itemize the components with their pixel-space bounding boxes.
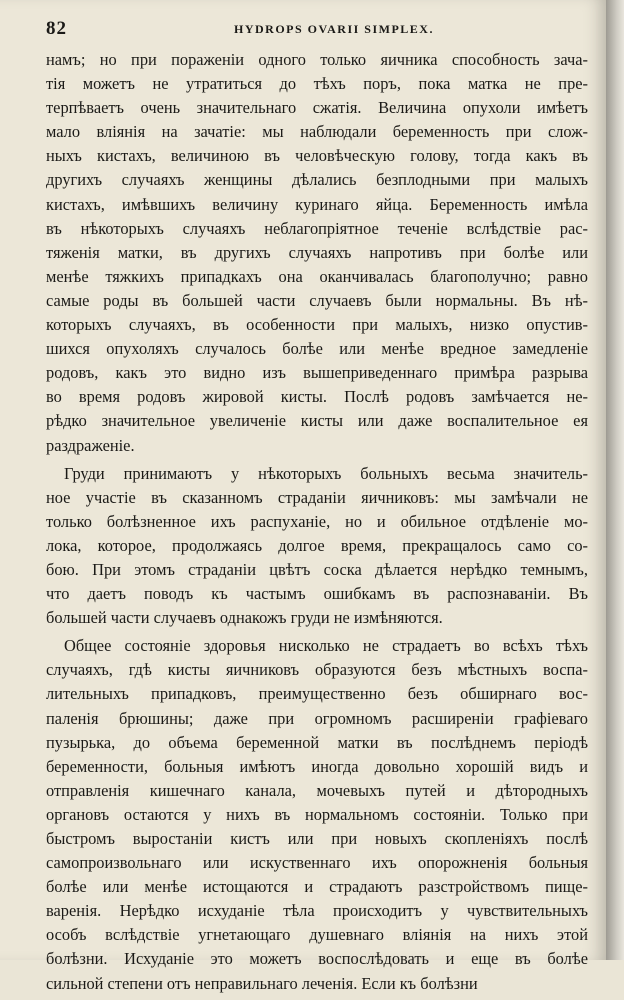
text-line: терпѣваетъ очень значительнаго сжатія. Величина опухоли имѣетъ	[46, 98, 588, 118]
text-line: бою. При этомъ страданіи цвѣтъ соска дѣлается нерѣдко темнымъ,	[46, 559, 588, 579]
paragraph	[46, 634, 588, 995]
page-number: 82	[46, 18, 67, 39]
text-line: менѣе тяжкихъ припадкахъ она оканчивалась благополучно; равно	[46, 266, 588, 286]
paragraph	[46, 48, 588, 458]
text-line: Общее состояніе здоровья нисколько не страдаетъ во всѣхъ тѣхъ	[64, 636, 588, 656]
text-line: во время родовъ жировой кисты. Послѣ родовъ замѣчается не-	[46, 387, 588, 407]
text-line: родовъ, какъ это видно изъ вышеприведеннаго примѣра разрыва	[46, 363, 588, 383]
running-title: HYDROPS OVARII SIMPLEX.	[234, 22, 434, 36]
text-line: кистахъ, имѣвшихъ величину куринаго яйца. Беременность имѣла	[46, 194, 588, 214]
text-line: Груди принимаютъ у нѣкоторыхъ больныхъ весьма значитель-	[64, 463, 588, 483]
text-line: случаяхъ, гдѣ кисты яичниковъ образуются безъ мѣстныхъ воспа-	[46, 660, 588, 680]
text-line: быстромъ выростаніи кистъ или при новыхъ скопленіяхъ послѣ	[46, 829, 588, 848]
text-line: намъ; но при пораженіи одного только яичника способность зача-	[46, 50, 588, 69]
text-line: болѣзни. Исхуданіе это можетъ воспослѣдовать и еще въ болѣе	[46, 949, 588, 969]
text-line: паленія брюшины; даже при огромномъ расширеніи графіеваго	[46, 708, 588, 728]
text-line: пузырька, до объема беременной матки въ послѣднемъ періодѣ	[46, 732, 588, 752]
text-line: особъ вслѣдствіе угнетающаго душевнаго вліянія на нихъ этой	[46, 925, 588, 945]
text-line: отправленія кишечнаго канала, мочевыхъ путей и дѣтородныхъ	[46, 780, 588, 800]
text-line: которыхъ случаяхъ, въ особенности при малыхъ, низко опустив-	[46, 315, 588, 335]
text-line: самопроизвольнаго или искуственнаго ихъ опорожненія больныя	[46, 853, 588, 873]
text-line: шихся опухоляхъ случалось болѣе или менѣе вредное замедленіе	[46, 339, 588, 359]
text-line: мало вліянія на зачатіе: мы наблюдали беременность при слож-	[46, 122, 588, 142]
text-line: только болѣзненное ихъ распуханіе, но и обильное отдѣленіе мо-	[46, 511, 588, 531]
text-line: рѣдко значительное увеличеніе кисты или даже воспалительное ея	[46, 411, 588, 431]
text-line: лительныхъ припадковъ, преимущественно безъ обширнаго вос-	[46, 684, 588, 704]
text-line: ныхъ кистахъ, величиною въ человѣческую голову, тогда какъ въ	[46, 146, 588, 166]
text-line: лока, которое, продолжаясь долгое время, прекращалось само со-	[46, 535, 588, 555]
text-line: органовъ остаются у нихъ въ нормальномъ состояніи. Только при	[46, 804, 588, 824]
text-line: большей части случаевъ однакожъ груди не измѣняются.	[46, 608, 443, 628]
paragraph	[46, 462, 588, 631]
text-line: болѣе или менѣе истощаются и страдаютъ разстройствомъ пище-	[46, 877, 588, 897]
text-line: тія можетъ не утратиться до тѣхъ поръ, пока матка не пре-	[46, 74, 588, 94]
text-line: самые роды въ большей части случаевъ были нормальны. Въ нѣ-	[46, 290, 588, 310]
text-line: въ нѣкоторыхъ случаяхъ неблагопріятное теченіе вслѣдствіе рас-	[46, 218, 588, 238]
body-text	[46, 48, 588, 1000]
text-line: раздраженіе.	[46, 435, 135, 455]
text-line: сильной степени отъ неправильнаго леченія. Если къ болѣзни	[46, 973, 478, 993]
text-line: другихъ случаяхъ женщины дѣлались безплодными при малыхъ	[46, 170, 588, 190]
text-line: тяженія матки, въ другихъ случаяхъ напротивъ при болѣе или	[46, 242, 588, 262]
text-line: что даетъ поводъ къ частымъ ошибкамъ въ распознаваніи. Въ	[46, 584, 588, 604]
text-line: беременности, больныя имѣютъ иногда довольно хорошій видъ и	[46, 756, 588, 776]
text-line: варенія. Нерѣдко исхуданіе тѣла происходитъ у чувствительныхъ	[46, 901, 588, 921]
page-header	[46, 18, 570, 44]
text-line: ное участіе въ сказанномъ страданіи яичниковъ: мы замѣчали не	[46, 487, 588, 507]
